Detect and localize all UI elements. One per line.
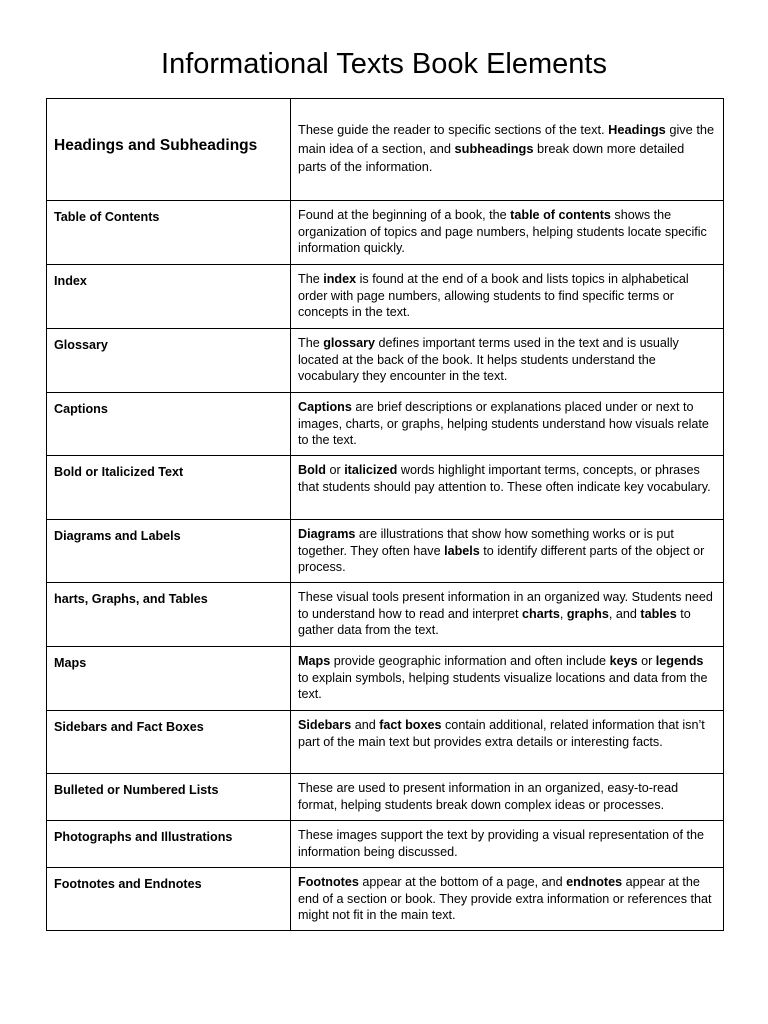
element-term: Table of Contents — [47, 201, 291, 265]
element-description — [291, 774, 724, 821]
table-row — [47, 868, 724, 931]
element-description — [291, 821, 724, 868]
description-text: to identify different parts of the object or process. — [298, 543, 705, 574]
element-term: Maps — [47, 647, 291, 711]
bold-term: subheadings — [454, 140, 534, 156]
table-row — [47, 647, 724, 711]
description-text: provide geographic information and often include — [330, 654, 610, 668]
element-term: Index — [47, 265, 291, 329]
element-term: Sidebars and Fact Boxes — [47, 711, 291, 774]
description-text: break down more detailed parts of the information. — [298, 140, 685, 174]
bold-term: table of contents — [510, 208, 611, 222]
element-description — [291, 393, 724, 456]
element-term: Diagrams and Labels — [47, 520, 291, 583]
description-text: , and — [608, 606, 641, 621]
book-elements-table — [46, 98, 724, 931]
bold-term: fact boxes — [379, 718, 442, 732]
bold-term: Footnotes — [298, 875, 359, 889]
description-text: The — [298, 336, 324, 350]
table-row — [47, 201, 724, 265]
element-term: Headings and Subheadings — [47, 99, 291, 201]
element-term: Glossary — [47, 329, 291, 393]
bold-term: labels — [444, 543, 480, 558]
bold-term: Captions — [298, 400, 352, 414]
element-description — [291, 711, 724, 774]
description-text: These guide the reader to specific sections of the text. — [298, 122, 609, 137]
table-row — [47, 520, 724, 583]
description-text: These visual tools present information in an organized way. Students need to understand how to read and interpret — [298, 590, 713, 621]
description-text: These images support the text by providing a visual representation of the information being discussed. — [298, 828, 705, 859]
element-term: Photographs and Illustrations — [47, 821, 291, 868]
bold-term: Sidebars — [298, 718, 352, 732]
description-text: defines important terms used in the text and is usually located at the back of the book. It helps students understand the vocabulary they encounter in the text. — [298, 336, 679, 383]
table-row — [47, 821, 724, 868]
element-description — [291, 329, 724, 393]
bold-term: Maps — [298, 654, 331, 668]
table-row — [47, 583, 724, 647]
table-row — [47, 456, 724, 520]
bold-term: Headings — [608, 122, 666, 137]
bold-term: keys — [609, 654, 638, 668]
table-row — [47, 329, 724, 393]
description-text: The — [298, 272, 324, 286]
element-description — [291, 868, 724, 931]
description-text: shows the organization of topics and page numbers, helping students locate specific information quickly. — [298, 208, 707, 255]
table-row — [47, 265, 724, 329]
element-term: Bulleted or Numbered Lists — [47, 774, 291, 821]
bold-term: glossary — [323, 336, 376, 350]
table-row — [47, 393, 724, 456]
description-text: give the main idea of a section, and — [298, 122, 715, 156]
bold-term: endnotes — [566, 875, 623, 889]
description-text: to explain symbols, helping students visualize locations and data from the text. — [298, 670, 708, 701]
element-description — [291, 201, 724, 265]
bold-term: index — [323, 272, 357, 286]
table-row — [47, 99, 724, 201]
description-text: are brief descriptions or explanations placed under or next to images, charts, or graphs, helping students understand how visuals relate to the text. — [298, 400, 709, 447]
description-text: These are used to present information in an organized, easy-to-read format, helping students break down complex ideas or processes. — [298, 781, 679, 812]
description-text: to gather data from the text. — [298, 606, 691, 637]
element-term: Footnotes and Endnotes — [47, 868, 291, 931]
bold-term: charts — [522, 606, 560, 621]
table-row — [47, 711, 724, 774]
page-title: Informational Texts Book Elements — [161, 48, 607, 80]
element-description — [291, 520, 724, 583]
description-text: appear at the end of a section or book. They provide extra information or references that might not fit in the main text. — [298, 875, 712, 922]
description-text: Found at the beginning of a book, the — [298, 208, 511, 222]
description-text: appear at the bottom of a page, and — [358, 875, 567, 889]
description-text: are illustrations that show how something works or is put together. They often have — [298, 527, 674, 558]
table-body — [47, 99, 724, 931]
element-term: Bold or Italicized Text — [47, 456, 291, 520]
table-row — [47, 774, 724, 821]
bold-term: tables — [640, 606, 677, 621]
bold-term: Diagrams — [298, 527, 356, 541]
element-description — [291, 456, 724, 520]
bold-term: legends — [655, 654, 704, 668]
element-description — [291, 99, 724, 201]
description-text: or — [325, 463, 345, 477]
element-description — [291, 265, 724, 329]
bold-term: Bold — [298, 463, 326, 477]
element-description — [291, 647, 724, 711]
description-text: , — [559, 606, 567, 621]
description-text: contain additional, related information that isn’t part of the main text but provides extra details or interesting facts. — [298, 718, 705, 749]
description-text: and — [351, 718, 380, 732]
element-term: Captions — [47, 393, 291, 456]
bold-term: italicized — [344, 463, 398, 477]
description-text: is found at the end of a book and lists topics in alphabetical order with page numbers, allowing students to find specific terms or concepts in the text. — [298, 272, 689, 319]
bold-term: graphs — [566, 606, 609, 621]
description-text: or — [637, 654, 656, 668]
description-text: words highlight important terms, concepts, or phrases that students should pay attention to. These often indicate key vocabulary. — [298, 463, 711, 494]
element-term: harts, Graphs, and Tables — [47, 583, 291, 647]
element-description — [291, 583, 724, 647]
